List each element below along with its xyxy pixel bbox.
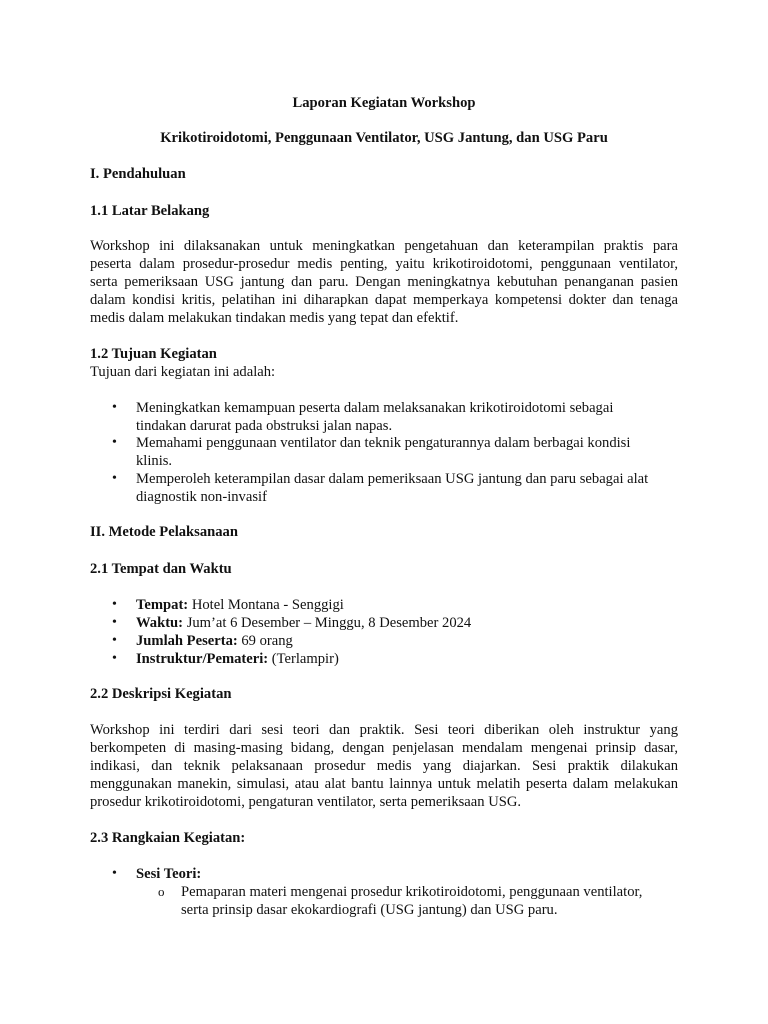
bullet-icon: •: [112, 597, 117, 612]
detail-label: Waktu:: [136, 615, 184, 631]
paragraph-line: Workshop ini dilaksanakan untuk meningkatkan pengetahuan dan keterampilan praktis para: [90, 238, 678, 254]
list-item: [136, 650, 339, 668]
list-item: Meningkatkan kemampuan peserta dalam melaksanakan krikotiroidotomi sebagai: [136, 400, 614, 416]
tujuan-intro: Tujuan dari kegiatan ini adalah:: [90, 364, 276, 380]
detail-value: (Terlampir): [268, 651, 339, 667]
document-page: [90, 0, 678, 1024]
paragraph-line: medis dalam melakukan tindakan medis yang tepat dan efektif.: [90, 310, 459, 326]
bullet-icon: •: [112, 400, 117, 415]
paragraph-line: menggunakan manekin, simulasi, atau alat bantu lainnya untuk melatih peserta dalam melakukan: [90, 776, 678, 792]
paragraph-deskripsi: [90, 721, 678, 811]
subsection-heading-latar-belakang: 1.1 Latar Belakang: [90, 203, 210, 219]
paragraph-line: prosedur krikotiroidotomi, pengaturan ventilator, serta pemeriksaan USG.: [90, 794, 522, 810]
sub-list-item-continuation: serta prinsip dasar ekokardiografi (USG jantung) dan USG paru.: [181, 902, 558, 918]
paragraph-line: dalam kondisi kritis, pelatihan ini diharapkan dapat memperkaya kompetensi dokter dan tenaga: [90, 292, 678, 308]
list-item-continuation: tindakan darurat pada obstruksi jalan napas.: [136, 418, 393, 434]
paragraph-line: Workshop ini terdiri dari sesi teori dan praktik. Sesi teori diberikan oleh instruktur yang: [90, 722, 678, 738]
bullet-icon: •: [112, 651, 117, 666]
detail-label: Jumlah Peserta:: [136, 633, 238, 649]
document-title: Laporan Kegiatan Workshop: [292, 95, 476, 111]
section-heading-pendahuluan: I. Pendahuluan: [90, 166, 186, 182]
paragraph-line: indikasi, dan teknik pelaksanaan prosedur medis yang diajarkan. Sesi praktik dilakukan: [90, 758, 678, 774]
list-item: Memahami penggunaan ventilator dan teknik pengaturannya dalam berbagai kondisi: [136, 435, 631, 451]
bullet-icon: •: [112, 435, 117, 450]
subsection-heading-deskripsi: 2.2 Deskripsi Kegiatan: [90, 686, 232, 702]
detail-label: Tempat:: [136, 597, 189, 613]
paragraph-line: serta pemeriksaan USG jantung dan paru. Dengan meningkatnya kebutuhan penanganan pasien: [90, 274, 678, 290]
detail-label: Instruktur/Pemateri:: [136, 651, 269, 667]
detail-value: Hotel Montana - Senggigi: [188, 597, 344, 613]
bullet-icon: •: [112, 615, 117, 630]
list-item-continuation: klinis.: [136, 453, 173, 469]
subsection-heading-tempat-waktu: 2.1 Tempat dan Waktu: [90, 561, 232, 577]
subsection-heading-rangkaian: 2.3 Rangkaian Kegiatan:: [90, 830, 246, 846]
sub-list-item: Pemaparan materi mengenai prosedur krikotiroidotomi, penggunaan ventilator,: [181, 884, 643, 900]
detail-value: 69 orang: [237, 633, 293, 649]
bullet-icon: •: [112, 866, 117, 881]
list-item: [136, 632, 293, 650]
detail-value: Jum’at 6 Desember – Minggu, 8 Desember 2024: [183, 615, 472, 631]
list-item: Memperoleh keterampilan dasar dalam pemeriksaan USG jantung dan paru sebagai alat: [136, 471, 649, 487]
session-label: Sesi Teori:: [136, 866, 202, 882]
bullet-icon: •: [112, 471, 117, 486]
subsection-heading-tujuan: 1.2 Tujuan Kegiatan: [90, 346, 217, 362]
list-item: [136, 596, 344, 614]
list-item-continuation: diagnostik non-invasif: [136, 489, 267, 505]
document-subtitle: Krikotiroidotomi, Penggunaan Ventilator, USG Jantung, dan USG Paru: [160, 130, 608, 146]
sub-bullet-icon: o: [158, 884, 165, 899]
paragraph-line: berkompeten di masing-masing bidang, dengan penjelasan mendalam mengenai prinsip dasar,: [90, 740, 678, 756]
paragraph-latar-belakang: [90, 237, 678, 327]
list-item: [136, 614, 471, 632]
paragraph-line: peserta dalam prosedur-prosedur medis penting, yaitu krikotiroidotomi, penggunaan ventilator,: [90, 256, 678, 272]
section-heading-metode: II. Metode Pelaksanaan: [90, 524, 238, 540]
bullet-icon: •: [112, 633, 117, 648]
